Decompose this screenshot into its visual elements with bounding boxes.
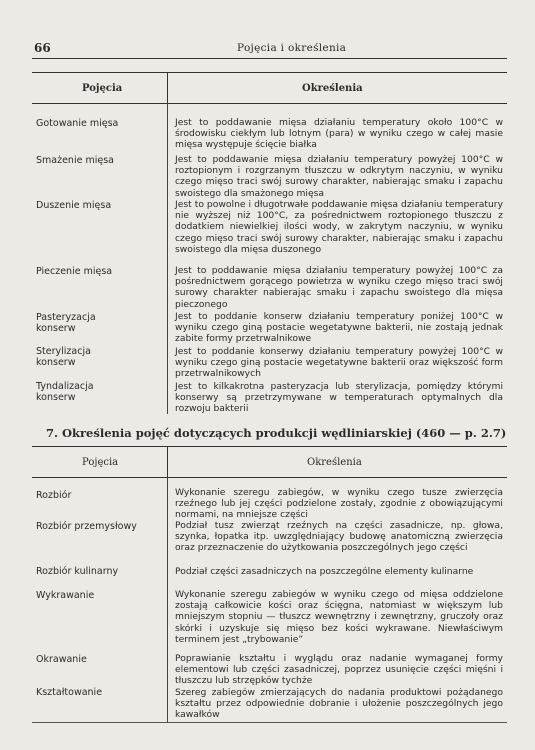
- table1-col2-header: Określenia: [302, 83, 363, 94]
- table1-column-divider: [167, 103, 168, 414]
- table1-term: Pieczenie mięsa: [36, 266, 113, 277]
- table1-definition: Jest to powolne i długotrwałe poddawanie mięsa działaniu temperatury nie wyższej niż 100°C, za pośrednictwem roztopionego tłuszczu z dodatkiem niewielkiej ilości wody, w zakrytym naczyniu, w wyniku czego mięso traci swój surowy charakter, nabierając smaku i zapachu swoistego dla mięsa duszonego: [175, 199, 503, 255]
- table2-definition: Poprawianie kształtu i wyglądu oraz nadanie wymaganej formy elementowi lub części zasadniczej, poprzez usunięcie części mięśni i tłuszczu lub strzępków tychże: [175, 653, 503, 687]
- page-number: 66: [34, 41, 51, 55]
- table2-definition: Szereg zabiegów zmierzających do nadania produktowi pożądanego kształtu przez odpowiednie dobranie i ułożenie poszczególnych jego kawałków: [175, 687, 503, 721]
- table1-definition: Jest to poddawanie mięsa działaniu temperatury około 100°C w środowisku ciekłym lub lotnym (para) w wyniku czego w całej masie mięsa występuje ścięcie białka: [175, 117, 503, 151]
- section-title: 7. Określenia pojęć dotyczących produkcji wędliniarskiej (460 — p. 2.7): [46, 426, 507, 440]
- table2-definition: Podział części zasadniczych na poszczególne elementy kulinarne: [175, 566, 474, 577]
- table2-definition: Wykonanie szeregu zabiegów w wyniku czego od mięsa oddzielone zostają całkowicie kości oraz ścięgna, natomiast w większym lub mniejszym stopniu — tłuszcz wewnętrzny i zewnętrzny, gruczoły oraz skórki i uzyskuje się mięso bez kości wykrawane. Niewłaściwym terminem jest „trybowanie”: [175, 589, 503, 645]
- table2-column-divider: [167, 477, 168, 722]
- table1-term: Gotowanie mięsa: [36, 118, 119, 129]
- table1-term: Pasteryzacja konserw: [36, 312, 96, 334]
- table2-term: Okrawanie: [36, 654, 87, 665]
- table1-definition: Jest to poddawanie mięsa działaniu temperatury powyżej 100°C w roztopionym i rozgrzanym tłuszczu w odkrytym naczyniu, w wyniku czego mięso traci swój surowy charakter, nabierając smaku i zapachu swoistego dla smażonego mięsa: [175, 154, 503, 199]
- table2-term: Rozbiór przemysłowy: [36, 521, 137, 532]
- page-header: [32, 40, 507, 59]
- table2-definition: Wykonanie szeregu zabiegów, w wyniku czego tusze zwierzęcia rzeźnego lub jej części podzielone zostały, zgodnie z obowiązującymi normami, na mniejsze części: [175, 487, 503, 521]
- running-title: Pojęcia i określenia: [237, 42, 347, 54]
- table1-term: Sterylizacja konserw: [36, 346, 91, 368]
- table2-term: Rozbiór: [36, 490, 72, 501]
- table2-header-divider: [167, 447, 168, 477]
- table1-term: Duszenie mięsa: [36, 200, 112, 211]
- table2-col2-header: Określenia: [307, 457, 362, 468]
- table2-col1-header: Pojęcia: [82, 457, 119, 468]
- table1-definition: Jest to poddanie konserwy działaniu temperatury powyżej 100°C w wyniku czego giną postacie wegetatywne bakterii oraz większość form przetrwalnikowych: [175, 346, 503, 380]
- table1-term: Tyndalizacja konserw: [36, 381, 94, 403]
- table2-term: Wykrawanie: [36, 590, 95, 601]
- table2-definition: Podział tusz zwierząt rzeźnych na części zasadnicze, np. głowa, szynka, łopatka itp. uwzględniający budowę anatomiczną zwierzęcia oraz przeznaczenie do użytkowania poszczególnych jego części: [175, 520, 503, 554]
- bottom-rule: [32, 722, 507, 723]
- table1-definition: Jest to kilkakrotna pasteryzacja lub sterylizacja, pomiędzy którymi konserwy są przetrzymywane w temperaturach optymalnych dla rozwoju bakterii: [175, 381, 503, 415]
- table1-header-divider: [167, 73, 168, 103]
- table2-term: Rozbiór kulinarny: [36, 566, 119, 577]
- table2-header: [32, 446, 507, 478]
- table1-col1-header: Pojęcia: [82, 83, 123, 94]
- table1-term: Smażenie mięsa: [36, 155, 114, 166]
- table2-term: Kształtowanie: [36, 687, 103, 698]
- table1-definition: Jest to poddanie konserw działaniu temperatury poniżej 100°C w wyniku czego giną postacie wegetatywne bakterii, nie zostają jednak zabite formy przetrwalnikowe: [175, 311, 503, 345]
- table1-definition: Jest to poddawanie mięsa działaniu temperatury powyżej 100°C za pośrednictwem gorącego powietrza w wyniku czego mięso traci swój surowy charakter nabierając smaku i zapachu swoistego dla mięsa pieczonego: [175, 265, 503, 310]
- table1-header: [32, 72, 507, 104]
